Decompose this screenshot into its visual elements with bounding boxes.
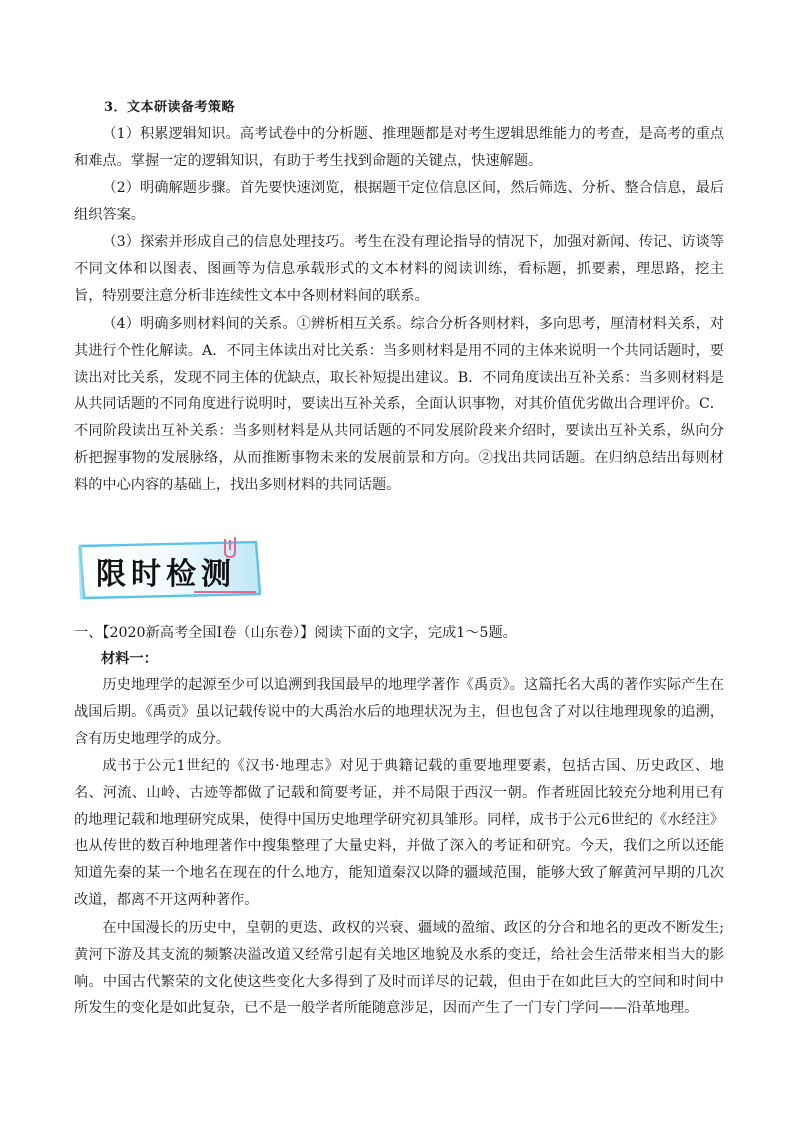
strategy-paragraph-1: （1）积累逻辑知识。高考试卷中的分析题、推理题都是对考生逻辑思维能力的考查，是高考的重点和难点。掌握一定的逻辑知识，有助于考生找到命题的关键点，快速解题。 (74, 126, 724, 169)
strategy-paragraph-2: （2）明确解题步骤。首先要快速浏览，根据题干定位信息区间，然后筛选、分析、整合信息，最后组织答案。 (74, 180, 724, 223)
material-paragraph-2: 成书于公元1世纪的《汉书·地理志》对见于典籍记载的重要地理要素，包括古国、历史政区、地名、河流、山岭、古迹等都做了记载和简要考证，并不局限于西汉一朝。作者班固比较充分地利用已有的地理记载和地理研究成果，使得中国历史地理学研究初具雏形。同样，成书于公元6世纪的《水经注》也从传世的数百种地理著作中搜集整理了大量史料，并做了深入的考证和研究。今天，我们之所以还能知道先秦的某一个地名在现在的什么地方，能知道秦汉以降的疆域范围，能够大致了解黄河早期的几次改道，都离不开这两种著作。 (74, 758, 724, 908)
material-paragraph-1: 历史地理学的起源至少可以追溯到我国最早的地理学著作《禹贡》。这篇托名大禹的著作实际产生在战国后期。《禹贡》虽以记载传说中的大禹治水后的地理状况为主，但也包含了对以往地理现象的追溯，含有历史地理学的成分。 (74, 677, 724, 747)
banner-label: 限时检测 (96, 557, 236, 592)
material-paragraph-3: 在中国漫长的历史中，皇朝的更迭、政权的兴衰、疆域的盈缩、政区的分合和地名的更改不断发生;黄河下游及其支流的频繁决溢改道又经常引起有关地区地貌及水系的变迁，给社会生活带来相当大的影响。中国古代繁荣的文化使这些变化大多得到了及时而详尽的记载，但由于在如此巨大的空间和时间中所发生的变化是如此复杂，已不是一般学者所能随意涉足，因而产生了一门专门学问——沿革地理。 (74, 920, 724, 1017)
strategy-heading: 3．文本研读备考策略 (104, 100, 236, 115)
strategy-paragraph-4: （4）明确多则材料间的关系。①辨析相互关系。综合分析各则材料，多向思考，厘清材料关系，对其进行个性化解读。A．不同主体读出对比关系：当多则材料是用不同的主体来说明一个共同话题时，要读出对比关系，发现不同主体的优缺点，取长补短提出建议。B．不同角度读出互补关系：当多则材料是从共同话题的不同角度进行说明时，要读出互补关系，全面认识事物，对其价值优劣做出合理评价。C．不同阶段读出互补关系：当多则材料是从共同话题的不同发展阶段来介绍时，要读出互补关系，纵向分析把握事物的发展脉络，从而推断事物未来的发展前景和方向。②找出共同话题。在归纳总结出每则材料的中心内容的基础上，找出多则材料的共同话题。 (74, 316, 724, 493)
material-label: 材料一： (101, 651, 158, 667)
strategy-paragraph-3: （3）探索并形成自己的信息处理技巧。考生在没有理论指导的情况下，加强对新闻、传记、访谈等不同文体和以图表、图画等为信息承载形式的文本材料的阅读训练，看标题，抓要素，理思路，挖主旨，特别要注意分析非连续性文本中各则材料间的联系。 (74, 234, 724, 304)
question-intro: 一、【2020新高考全国Ⅰ卷（山东卷）】阅读下面的文字，完成1～5题。 (74, 625, 517, 641)
